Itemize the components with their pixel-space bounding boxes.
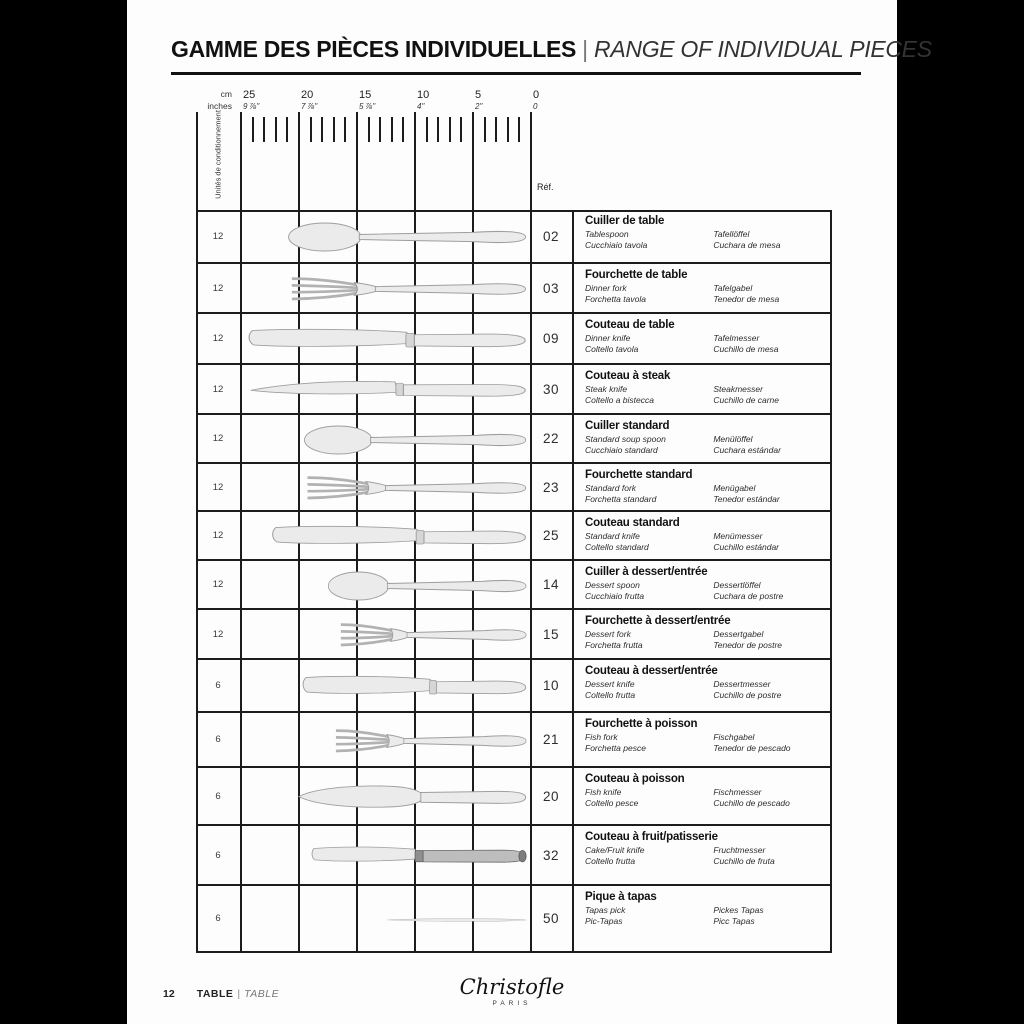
piece-name-italian: Cucchiaio frutta (585, 591, 645, 601)
packing-quantity: 12 (212, 433, 224, 444)
cutlery-row-03 (196, 264, 830, 314)
piece-name-english: Steak knife (585, 384, 628, 394)
piece-description (572, 210, 830, 262)
cutlery-row-32 (196, 826, 830, 886)
packing-quantity: 12 (212, 628, 224, 640)
ruler-minor-tick (402, 117, 404, 142)
piece-name-french: Pique à tapas (585, 891, 657, 903)
reference-number: 21 (542, 732, 560, 747)
page-number: 12 (163, 988, 175, 1000)
brand-city: PARIS (492, 1000, 532, 1007)
cutlery-row-02 (196, 210, 830, 264)
reference-number: 02 (542, 228, 560, 244)
piece-name-spanish: Cuchillo de mesa (713, 344, 779, 354)
fork-image (287, 273, 528, 305)
brand-logo (127, 975, 897, 1007)
piece-name-italian: Pic-Tapas (585, 916, 623, 926)
packing-quantity: 12 (212, 333, 224, 344)
ruler-inch-tick-label: 4" (417, 102, 425, 111)
ruler-minor-tick (333, 117, 335, 142)
cutlery-row-15 (196, 610, 830, 660)
page-title-separator: | (582, 36, 589, 62)
ruler-minor-tick (484, 117, 486, 142)
piece-name-spanish: Tenedor estándar (713, 494, 780, 504)
piece-name-french: Couteau à dessert/entrée (585, 665, 718, 677)
piece-name-german: Menülöffel (713, 434, 753, 444)
spoon-image (303, 423, 528, 457)
piece-name-italian: Forchetta standard (585, 494, 657, 504)
packing-quantity: 12 (212, 230, 224, 242)
cutlery-row-14 (196, 561, 830, 610)
reference-number: 03 (542, 280, 560, 296)
spoon-image (287, 220, 528, 254)
reference-number: 10 (542, 678, 560, 693)
fork-image (332, 725, 528, 757)
reference-column-header: Réf. (537, 182, 554, 192)
ruler-minor-tick (310, 117, 312, 142)
piece-name-english: Dinner fork (585, 283, 627, 293)
cutlery-row-22 (196, 415, 830, 464)
page-title (171, 36, 932, 75)
ruler-minor-tick (518, 117, 520, 142)
piece-name-spanish: Tenedor de mesa (713, 294, 780, 304)
reference-number: 22 (542, 431, 560, 446)
piece-name-german: Fischgabel (713, 732, 755, 742)
ruler-cm-tick-label: 15 (359, 89, 372, 101)
piece-name-english: Tablespoon (585, 229, 629, 239)
piece-name-spanish: Tenedor de postre (713, 640, 783, 650)
ruler-minor-tick (263, 117, 265, 142)
reference-number: 20 (542, 788, 560, 804)
piece-name-french: Fourchette standard (585, 469, 693, 481)
packing-quantity: 6 (215, 734, 221, 745)
cutlery-row-20 (196, 768, 830, 826)
piece-name-english: Standard knife (585, 531, 640, 541)
piece-name-german: Menümesser (713, 531, 763, 541)
piece-name-french: Cuiller à dessert/entrée (585, 566, 708, 578)
piece-name-spanish: Cuchillo de fruta (713, 856, 775, 866)
knife-image (268, 523, 528, 551)
piece-name-german: Dessertgabel (713, 629, 764, 639)
piece-name-english: Dessert fork (585, 629, 631, 639)
reference-number: 09 (542, 331, 560, 346)
steak-knife-image (247, 377, 528, 403)
piece-name-german: Pickes Tapas (713, 905, 764, 915)
ruler-minor-tick (449, 117, 451, 142)
footer-section-separator: | (237, 988, 241, 1000)
piece-name-italian: Forchetta pesce (585, 743, 646, 753)
piece-name-italian: Forchetta frutta (585, 640, 643, 650)
ruler-minor-tick (286, 117, 288, 142)
reference-number: 25 (542, 528, 560, 543)
packing-quantity: 6 (215, 849, 221, 861)
cutlery-row-10 (196, 660, 830, 713)
piece-description (572, 415, 830, 462)
piece-name-german: Dessertlöffel (713, 580, 761, 590)
reference-number: 32 (542, 847, 560, 863)
packing-quantity: 12 (212, 579, 224, 590)
piece-description (572, 512, 830, 559)
packing-quantity: 6 (215, 680, 221, 691)
page-title-english: RANGE OF INDIVIDUAL PIECES (594, 36, 932, 62)
piece-name-spanish: Cuchillo de pescado (713, 798, 790, 808)
piece-name-spanish: Cuchara de postre (713, 591, 784, 601)
piece-name-italian: Coltello pesce (585, 798, 639, 808)
page-title-french: GAMME DES PIÈCES INDIVIDUELLES (171, 36, 577, 62)
ruler-cm-tick-label: 25 (243, 89, 256, 101)
ruler-inch-tick-label: 9 ⅞" (243, 102, 260, 111)
ruler-cm-tick-label: 10 (417, 89, 430, 101)
ruler-minor-tick (460, 117, 462, 142)
piece-description (572, 561, 830, 608)
piece-description (572, 886, 830, 951)
ruler-inch-tick-label: 2" (475, 102, 483, 111)
piece-name-french: Fourchette à dessert/entrée (585, 615, 731, 627)
ruler-cm-tick-label: 0 (533, 89, 540, 101)
ruler-inch-tick-label: 5 ⅞" (359, 102, 376, 111)
spoon-image (327, 569, 528, 603)
ruler-minor-tick (495, 117, 497, 142)
piece-name-german: Tafelmesser (713, 333, 760, 343)
packing-quantity: 12 (212, 530, 224, 541)
piece-name-german: Steakmesser (713, 384, 763, 394)
piece-name-spanish: Cuchillo de carne (713, 395, 780, 405)
piece-description (572, 713, 830, 766)
reference-number: 50 (542, 911, 560, 926)
piece-name-spanish: Cuchillo estándar (713, 542, 780, 552)
ruler-inch-tick-label: 0 (533, 102, 538, 111)
piece-name-italian: Coltello frutta (585, 856, 636, 866)
cutlery-row-30 (196, 365, 830, 415)
piece-description (572, 314, 830, 363)
ruler-inch-tick-label: 7 ⅞" (301, 102, 318, 111)
fruit-knife-image (308, 843, 528, 869)
ruler-unit-inches-label: inches (207, 101, 232, 111)
piece-name-spanish: Cuchara estándar (713, 445, 781, 455)
piece-name-english: Standard fork (585, 483, 637, 493)
piece-description (572, 365, 830, 413)
fork-image (303, 472, 528, 504)
ruler-minor-tick (437, 117, 439, 142)
packing-quantity: 12 (212, 481, 224, 493)
footer-section-english: TABLE (244, 988, 280, 1000)
right-black-margin (897, 0, 1024, 1024)
table-right-border (830, 210, 832, 953)
left-black-margin (0, 0, 127, 1024)
knife-image (244, 326, 528, 354)
piece-name-german: Tafellöffel (713, 229, 750, 239)
piece-name-italian: Coltello tavola (585, 344, 639, 354)
piece-description (572, 464, 830, 510)
piece-name-french: Fourchette de table (585, 269, 688, 281)
piece-name-english: Cake/Fruit knife (585, 845, 645, 855)
packing-quantity: 6 (215, 790, 221, 802)
cutlery-row-50 (196, 886, 830, 953)
cutlery-row-21 (196, 713, 830, 768)
knife-image (299, 673, 528, 701)
fork-image (337, 619, 528, 651)
piece-name-english: Dinner knife (585, 333, 631, 343)
piece-description (572, 826, 830, 884)
catalog-page (127, 0, 932, 1024)
piece-name-french: Cuiller de table (585, 215, 665, 227)
piece-name-italian: Coltello standard (585, 542, 649, 552)
footer-section-french: TABLE (196, 988, 234, 1000)
piece-name-german: Tafelgabel (713, 283, 753, 293)
piece-description (572, 768, 830, 824)
piece-name-french: Couteau standard (585, 517, 680, 529)
piece-name-german: Dessertmesser (713, 679, 771, 689)
piece-name-english: Fish knife (585, 787, 622, 797)
cutlery-row-23 (196, 464, 830, 512)
reference-number: 14 (542, 577, 560, 592)
fish-knife-image (295, 782, 528, 812)
piece-name-spanish: Cuchillo de postre (713, 690, 782, 700)
cutlery-row-09 (196, 314, 830, 365)
piece-description (572, 610, 830, 658)
packing-units-vertical-header: Unités de conditionnement (213, 110, 223, 199)
ruler-minor-tick (507, 117, 509, 142)
ruler-minor-tick (275, 117, 277, 142)
piece-name-french: Couteau de table (585, 319, 675, 331)
piece-name-spanish: Picc Tapas (713, 916, 755, 926)
ruler-minor-tick (321, 117, 323, 142)
piece-name-italian: Coltello frutta (585, 690, 636, 700)
piece-name-french: Couteau à steak (585, 370, 671, 382)
piece-name-german: Fruchtmesser (713, 845, 766, 855)
piece-description (572, 660, 830, 711)
piece-name-italian: Coltello a bistecca (585, 395, 654, 405)
ruler-minor-tick (391, 117, 393, 142)
reference-number: 23 (542, 479, 560, 495)
ruler-minor-tick (379, 117, 381, 142)
piece-name-german: Fischmesser (713, 787, 762, 797)
piece-name-french: Couteau à poisson (585, 773, 685, 785)
piece-name-english: Fish fork (585, 732, 618, 742)
packing-quantity: 6 (215, 913, 221, 924)
piece-name-english: Tapas pick (585, 905, 626, 915)
ruler-unit-cm-label: cm (220, 89, 232, 99)
reference-number: 15 (542, 626, 560, 642)
piece-name-german: Menügabel (713, 483, 756, 493)
reference-number: 30 (542, 381, 560, 397)
piece-name-english: Dessert spoon (585, 580, 640, 590)
piece-name-french: Cuiller standard (585, 420, 670, 432)
piece-name-french: Couteau à fruit/patisserie (585, 831, 718, 843)
piece-name-french: Fourchette à poisson (585, 718, 698, 730)
ruler-minor-tick (426, 117, 428, 142)
brand-name: Christofle (459, 975, 565, 999)
ruler-minor-tick (344, 117, 346, 142)
piece-name-italian: Cucchiaio tavola (585, 240, 648, 250)
piece-name-italian: Cucchiaio standard (585, 445, 658, 455)
piece-name-english: Dessert knife (585, 679, 635, 689)
packing-quantity: 12 (212, 282, 224, 294)
cutlery-row-25 (196, 512, 830, 561)
piece-name-english: Standard soup spoon (585, 434, 666, 444)
piece-name-spanish: Cuchara de mesa (713, 240, 781, 250)
ruler-cm-tick-label: 20 (301, 89, 314, 101)
piece-name-spanish: Tenedor de pescado (713, 743, 791, 753)
pick-image (385, 914, 528, 926)
ruler-cm-tick-label: 5 (475, 89, 482, 101)
piece-description (572, 264, 830, 312)
ruler-minor-tick (252, 117, 254, 142)
piece-name-italian: Forchetta tavola (585, 294, 646, 304)
packing-quantity: 12 (212, 383, 224, 395)
ruler-minor-tick (368, 117, 370, 142)
